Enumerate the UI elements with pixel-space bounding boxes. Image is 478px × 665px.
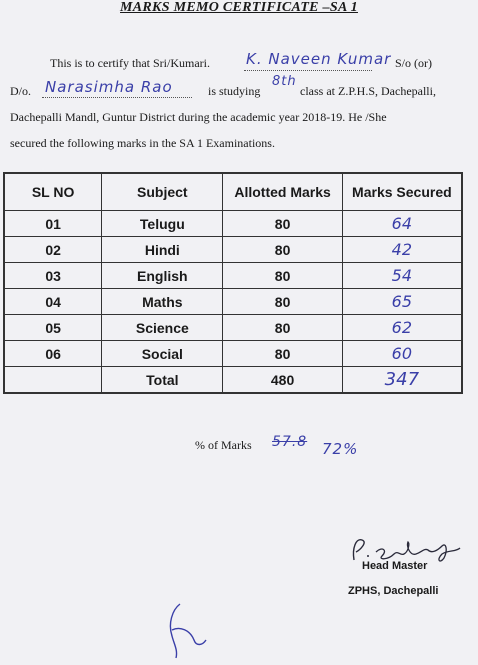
certificate-title: MARKS MEMO CERTIFICATE –SA 1	[120, 0, 358, 15]
row-secured: 62	[342, 315, 462, 341]
certify-prefix: This is to certify that Sri/Kumari.	[50, 56, 210, 70]
relation-label: S/o (or)	[395, 56, 432, 70]
scribble-signature	[150, 600, 220, 662]
student-name: K. Naveen Kumar	[246, 50, 392, 68]
total-sl-empty	[4, 367, 102, 394]
table-header-row	[4, 173, 462, 211]
table-row	[4, 237, 462, 263]
certify-line3: Dachepalli Mandl, Guntur District during the academic year 2018-19. He /She	[10, 110, 387, 124]
row-secured: 60	[342, 341, 462, 367]
row-secured: 42	[342, 237, 462, 263]
total-label: Total	[102, 367, 223, 394]
name-underline	[244, 70, 372, 71]
percentage-value: 72%	[322, 440, 359, 458]
row-secured: 64	[342, 211, 462, 237]
daughter-of-label: D/o.	[10, 84, 31, 98]
school-name: ZPHS, Dachepalli	[348, 585, 439, 597]
table-row	[4, 341, 462, 367]
row-sl: 02	[4, 237, 102, 263]
school-label: class at Z.P.H.S, Dachepalli,	[300, 84, 436, 98]
signatory-title: Head Master	[362, 560, 428, 572]
row-sl: 04	[4, 289, 102, 315]
marks-table	[3, 172, 463, 394]
studying-label: is studying	[208, 84, 261, 98]
table-row	[4, 211, 462, 237]
row-subject: Maths	[102, 289, 223, 315]
row-subject: Social	[102, 341, 223, 367]
row-secured: 54	[342, 263, 462, 289]
certify-line4: secured the following marks in the SA 1 Examinations.	[10, 136, 275, 150]
percentage-label: % of Marks	[195, 438, 252, 452]
row-allotted: 80	[223, 289, 342, 315]
total-secured: 347	[342, 367, 462, 394]
header-secured: Marks Secured	[342, 173, 462, 211]
row-sl: 01	[4, 211, 102, 237]
row-sl: 05	[4, 315, 102, 341]
row-subject: Science	[102, 315, 223, 341]
row-allotted: 80	[223, 211, 342, 237]
header-subject: Subject	[102, 173, 223, 211]
row-allotted: 80	[223, 341, 342, 367]
struck-percentage: 57.8	[272, 434, 308, 450]
class-value: 8th	[272, 74, 297, 89]
row-allotted: 80	[223, 315, 342, 341]
table-total-row	[4, 367, 462, 394]
header-allotted: Allotted Marks	[223, 173, 342, 211]
parent-underline	[42, 97, 192, 98]
row-sl: 03	[4, 263, 102, 289]
row-secured: 65	[342, 289, 462, 315]
table-row	[4, 263, 462, 289]
row-subject: Hindi	[102, 237, 223, 263]
row-subject: English	[102, 263, 223, 289]
parent-name: Narasimha Rao	[45, 78, 173, 96]
row-sl: 06	[4, 341, 102, 367]
row-subject: Telugu	[102, 211, 223, 237]
table-row	[4, 315, 462, 341]
row-allotted: 80	[223, 263, 342, 289]
header-sl-no: SL NO	[4, 173, 102, 211]
total-allotted: 480	[223, 367, 342, 394]
table-row	[4, 289, 462, 315]
row-allotted: 80	[223, 237, 342, 263]
